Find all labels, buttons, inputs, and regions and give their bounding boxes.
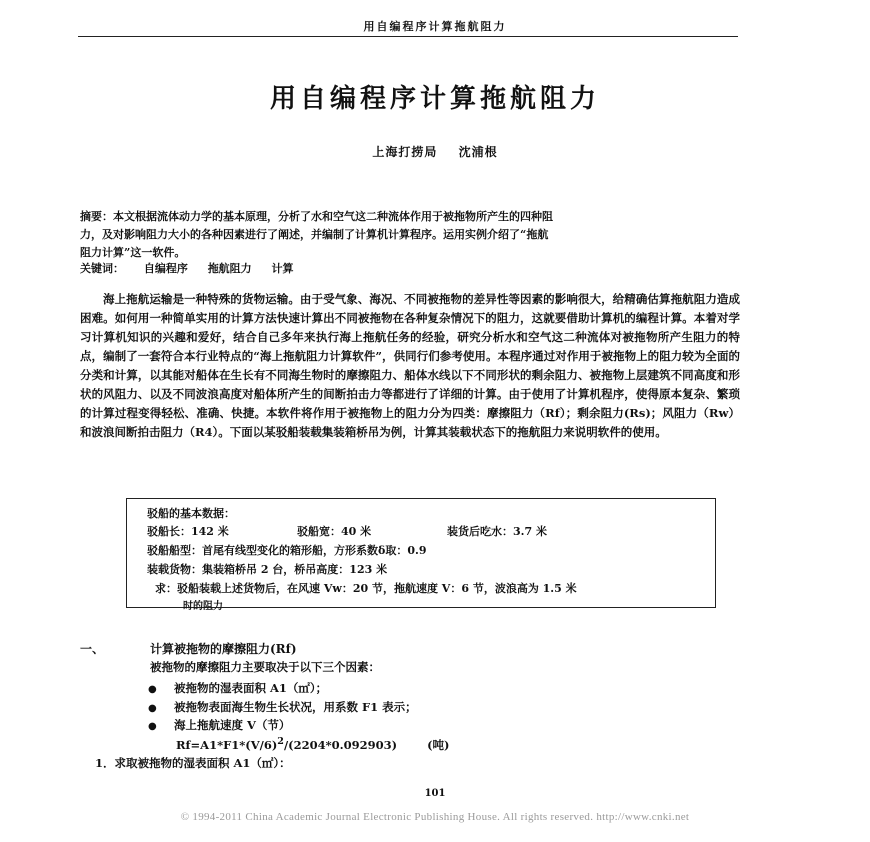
page-number: 101 (424, 788, 446, 799)
box-row: 驳船船型：首尾有线型变化的箱形船，方形系数δ取：0.9 (147, 544, 427, 557)
abstract-line: 力，及对影响阻力大小的各种因素进行了阐述，并编制了计算机计算程序。运用实例介绍了“拖航 (80, 228, 549, 241)
section-intro: 被拖物的摩擦阻力主要取决于以下三个因素： (150, 660, 380, 674)
keywords-label: 关键词： (80, 262, 124, 275)
running-header: 用自编程序计算拖航阻力 (363, 20, 507, 33)
abstract-line: 阻力计算”这一软件。 (80, 246, 186, 259)
barge-data-box (126, 498, 716, 612)
abstract (80, 208, 740, 262)
keyword: 计算 (271, 262, 294, 275)
keyword: 拖航阻力 (207, 262, 252, 275)
keyword: 自编程序 (143, 262, 188, 275)
section-title: 计算被拖物的摩擦阻力(Rf) (150, 642, 297, 656)
box-row: 装载货物：集装箱桥吊 2 台，桥吊高度：123 米 (147, 563, 388, 576)
author-line (0, 143, 870, 160)
section-heading (80, 640, 297, 657)
body-paragraph: 海上拖航运输是一种特殊的货物运输。由于受气象、海况、不同被拖物的差异性等因素的影响很大，给精确估算拖航阻力造成困难。如何用一种简单实用的计算方法快速计算出不同被拖物在各种复杂情况下的阻力，这就要借助计算机的编程计算。本着对学习计算机知识的兴趣和爱好，结合自己多年来执行海上拖航任务的经验，研究分析水和空气这二种流体对被拖物所产生阻力的特点，编制了一套符合本行业特点的“海上拖航阻力计算软件”，供同行们参考使用。本程序通过对作用于被拖物上的阻力较为全面的分类和计算，以其能对船体在生长有不同海生物时的摩擦阻力、船体水线以下不同形状的剩余阻力、被拖物上层建筑不同高度和形状的风阻力、以及不同波浪高度对船体所产生的间断拍击力等都进行了详细的计算。由于使用了计算机程序，使得原本复杂、繁琐的计算过程变得轻松、准确、快捷。本软件将作用于被拖物上的阻力分为四类：摩擦阻力（Rf）；剩余阻力(Rs)；风阻力（Rw）和波浪间断拍击阻力（R4）。下面以某驳船装载集装箱桥吊为例，计算其装载状态下的拖航阻力来说明软件的使用。 (80, 292, 741, 439)
box-row: 时的阻力 (183, 601, 223, 612)
list-item: ● 海上拖航速度 V（节） (148, 718, 291, 732)
abstract-line: 摘要：本文根据流体动力学的基本原理，分析了水和空气这二种流体作用于被拖物所产生的四种阻 (80, 210, 553, 223)
box-row: 驳船长：142 米 驳船宽：40 米 装货后吃水：3.7 米 (147, 525, 547, 538)
copyright-footer: © 1994-2011 China Academic Journal Electronic Publishing House. All rights reserved. http://www.cnki.net (180, 811, 690, 823)
paper-title: 用自编程序计算拖航阻力 (269, 84, 600, 114)
box-heading: 驳船的基本数据： (147, 507, 235, 520)
keywords (80, 260, 740, 276)
abstract-label: 摘要： (80, 210, 113, 223)
box-row: 求：驳船装载上述货物后，在风速 Vw：20 节，拖航速度 V：6 节，波浪高为 1.5 米 (155, 582, 577, 595)
bullet-icon: ● (148, 721, 157, 732)
author-affiliation: 上海打捞局 (372, 145, 438, 159)
subsection-heading: 1．求取被拖物的湿表面积 A1（㎡）： (95, 756, 291, 770)
list-item: ● 被拖物表面海生物生长状况，用系数 F1 表示； (148, 700, 417, 714)
header-rule (78, 36, 738, 37)
section-number: 一、 (80, 642, 105, 656)
author-name: 沈浦根 (458, 145, 498, 159)
bullet-icon: ● (148, 684, 157, 695)
bullet-icon: ● (148, 703, 157, 714)
friction-formula: $Rf=A1*F1*(V/6)^2/(2204*0.092903)$ (吨) (176, 736, 450, 752)
list-item: ● 被拖物的湿表面积 A1（㎡）； (148, 681, 328, 695)
